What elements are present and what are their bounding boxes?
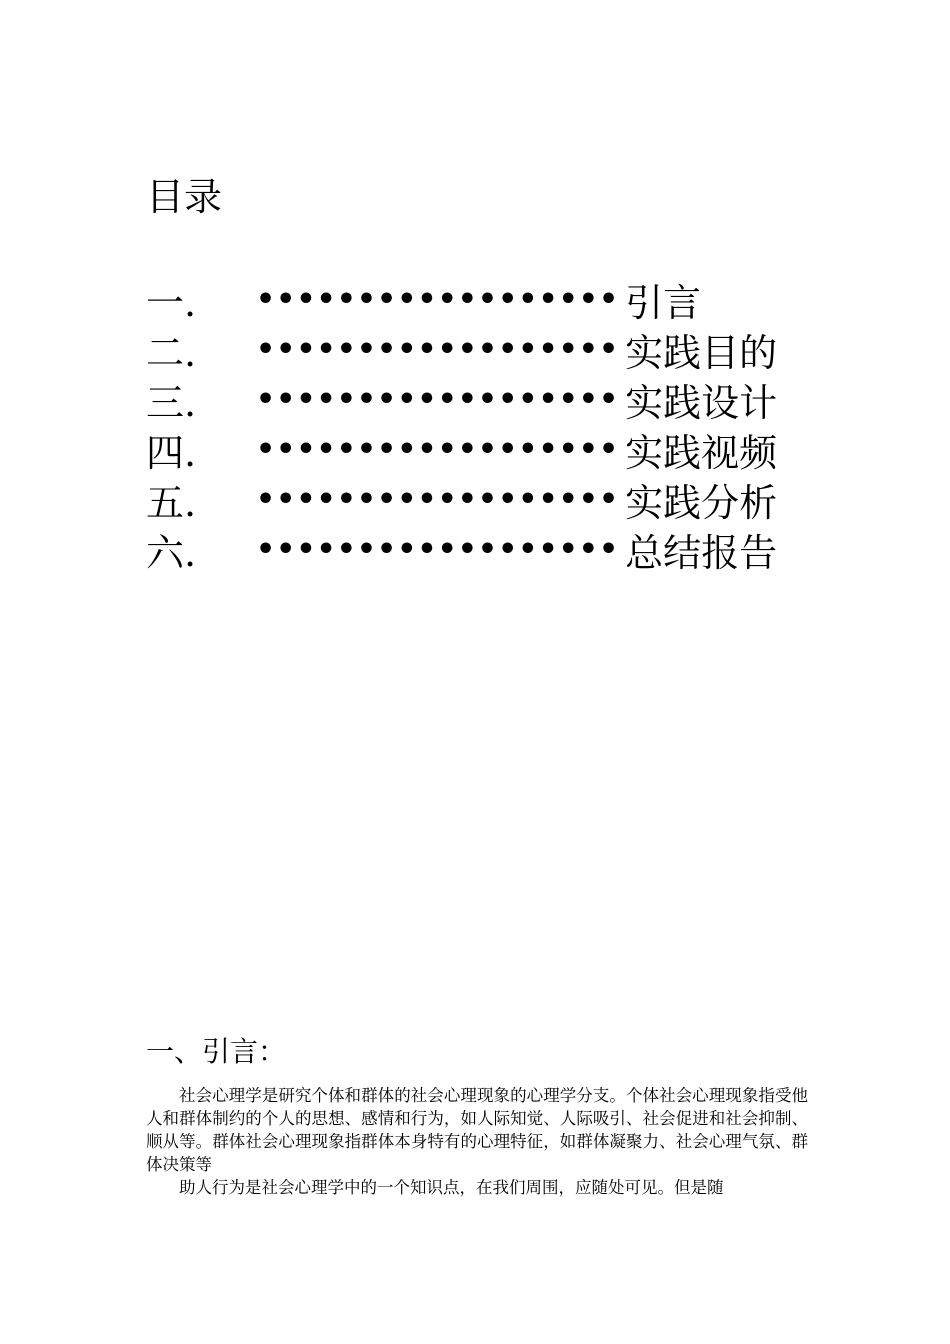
toc-item-number: 一. (146, 280, 197, 325)
toc-item-leader-dots: •••••••••••••••••• (256, 331, 620, 367)
toc-item-label: 总结报告 (625, 530, 778, 575)
toc-item-number: 五. (146, 480, 197, 525)
toc-item-leader-dots: •••••••••••••••••• (256, 281, 620, 317)
toc-list (146, 274, 846, 574)
toc-item-leader-dots: •••••••••••••••••• (256, 381, 620, 417)
toc-item-analysis[interactable] (146, 474, 846, 524)
paragraph: 社会心理学是研究个体和群体的社会心理现象的心理学分支。个体社会心理现象指受他人和群体制约的个人的思想、感情和行为，如人际知觉、人际吸引、社会促进和社会抑制、顺从等。群体社会心理现象指群体本身特有的心理特征，如群体凝聚力、社会心理气氛、群体决策等 (146, 1086, 808, 1174)
toc-item-label: 实践设计 (625, 380, 778, 425)
toc-item-label: 实践分析 (625, 480, 778, 525)
toc-item-number: 四. (146, 430, 197, 475)
toc-item-label: 实践目的 (625, 330, 778, 375)
section-heading-intro: 一、引言： (146, 1035, 287, 1068)
toc-item-design[interactable] (146, 374, 846, 424)
toc-item-purpose[interactable] (146, 324, 846, 374)
toc-item-label: 实践视频 (625, 430, 778, 475)
toc-item-leader-dots: •••••••••••••••••• (256, 481, 620, 517)
toc-item-leader-dots: •••••••••••••••••• (256, 531, 620, 567)
toc-item-label: 引言 (625, 280, 702, 325)
paragraph: 助人行为是社会心理学中的一个知识点，在我们周围，应随处可见。但是随 (179, 1178, 724, 1197)
toc-item-summary[interactable] (146, 524, 846, 574)
toc-title: 目录 (146, 175, 223, 219)
toc-item-leader-dots: •••••••••••••••••• (256, 431, 620, 467)
section-body-intro (146, 1084, 808, 1199)
toc-item-intro[interactable] (146, 274, 846, 324)
toc-item-number: 六. (146, 530, 197, 575)
toc-item-video[interactable] (146, 424, 846, 474)
toc-item-number: 三. (146, 380, 197, 425)
toc-item-number: 二. (146, 330, 197, 375)
